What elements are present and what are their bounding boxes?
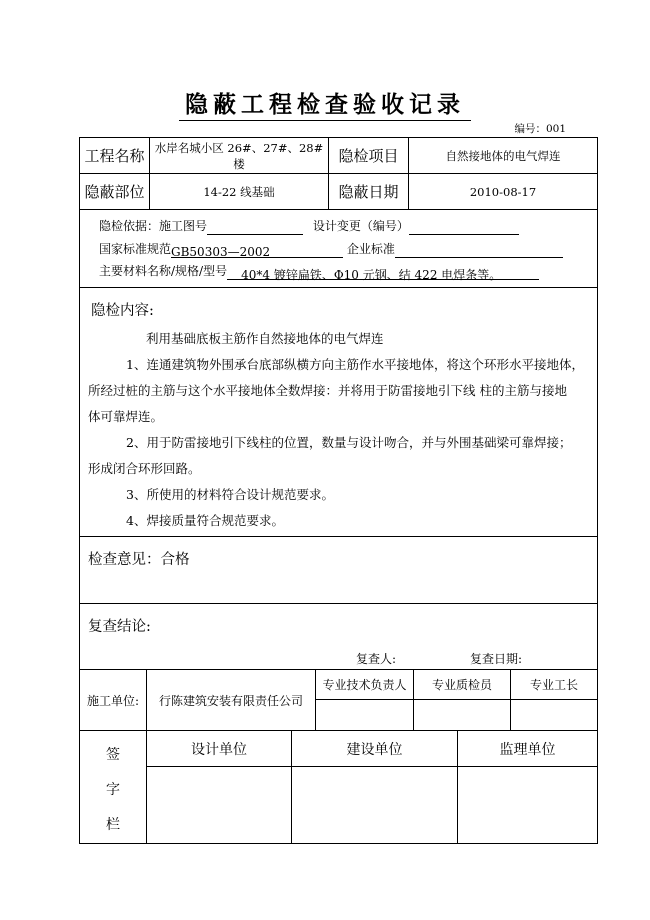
material-value — [227, 266, 539, 280]
material-text: 40*4 镀锌扁铁、Φ10 元钢、结 422 电焊条等。 — [241, 268, 502, 282]
hidden-part-label: 隐蔽部位 — [84, 183, 145, 201]
content-intro: 利用基础底板主筋作自然接地体的电气焊连 — [146, 331, 384, 346]
hidden-part-value: 14-22 线基础 — [203, 184, 275, 199]
content-item-1a: 1、连通建筑物外围承台底部纵横方向主筋作水平接地体，将这个环形水平接地体， — [126, 357, 584, 372]
signature-label-3: 栏 — [106, 817, 120, 833]
basis-line-1 — [99, 217, 519, 235]
column-divider — [315, 669, 316, 730]
content-item-2b: 形成闭合环形回路。 — [88, 461, 201, 476]
row-divider — [146, 766, 597, 767]
column-divider — [149, 138, 150, 209]
inspection-opinion — [88, 548, 190, 569]
construction-owner-header: 建设单位 — [346, 741, 403, 758]
content-item-2a: 2、用于防雷接地引下线柱的位置，数量与设计吻合，并与外围基础梁可靠焊接； — [126, 435, 572, 450]
opinion-label: 检查意见： — [88, 552, 161, 568]
row-divider — [80, 730, 597, 731]
basis-line-2 — [99, 240, 563, 258]
content-item-1b: 所经过桩的主筋与这个水平接地体全数焊接：并将用于防雷接地引下线 柱的主筋与接地 — [88, 383, 567, 398]
project-name-label: 工程名称 — [84, 147, 145, 165]
inspection-item-label: 隐检项目 — [338, 147, 399, 165]
design-change-label: 设计变更（编号） — [312, 219, 409, 233]
foreman-header: 专业工长 — [529, 678, 578, 692]
row-divider — [80, 209, 597, 210]
basis-line-3 — [99, 262, 539, 280]
content-item-1c: 体可靠焊连。 — [88, 409, 164, 424]
drawing-no-blank — [207, 220, 303, 235]
signature-label-2: 字 — [106, 782, 120, 798]
tech-lead-header: 专业技术负责人 — [322, 678, 407, 692]
title-text: 隐蔽工程检查验收记录 — [179, 91, 471, 121]
column-divider — [291, 730, 292, 843]
enterprise-standard-blank — [395, 243, 563, 258]
construction-unit-label: 施工单位: — [86, 693, 140, 708]
column-divider — [413, 669, 414, 730]
column-divider — [457, 730, 458, 843]
row-divider — [80, 536, 597, 537]
national-standard-text: GB50303—2002 — [171, 245, 271, 259]
inspection-item-value: 自然接地体的电气焊连 — [445, 148, 561, 163]
document-number: 编号：001 — [514, 123, 566, 135]
hidden-date-label: 隐蔽日期 — [338, 183, 399, 201]
content-item-3: 3、所使用的材料符合设计规范要求。 — [126, 487, 334, 502]
construction-unit-value: 行陈建筑安装有限责任公司 — [158, 693, 303, 708]
opinion-value: 合格 — [160, 552, 190, 568]
row-divider — [80, 287, 597, 288]
record-table — [79, 137, 598, 844]
content-item-4: 4、焊接质量符合规范要求。 — [126, 513, 284, 528]
page-title — [0, 86, 650, 119]
column-divider — [328, 138, 329, 209]
row-divider — [80, 669, 597, 670]
drawing-no-label: 隐检依据：施工图号 — [99, 219, 208, 233]
recheck-label: 复查结论: — [88, 619, 151, 635]
national-standard-label: 国家标准规范 — [99, 242, 172, 256]
enterprise-standard-label: 企业标准 — [346, 242, 395, 256]
hidden-date-value: 2010-08-17 — [469, 184, 537, 199]
reviewer-label: 复查人: — [356, 652, 397, 666]
column-divider — [146, 730, 147, 843]
row-divider — [80, 173, 597, 174]
signature-label-1: 签 — [106, 747, 120, 763]
column-divider — [146, 669, 147, 730]
design-change-blank — [409, 220, 519, 235]
recheck-date-label: 复查日期: — [470, 652, 523, 666]
column-divider — [408, 138, 409, 209]
national-standard-value — [171, 243, 343, 258]
column-divider — [510, 669, 511, 730]
row-divider — [80, 603, 597, 604]
content-heading: 隐检内容: — [91, 303, 154, 319]
row-divider — [315, 699, 597, 700]
material-label: 主要材料名称/规格/型号 — [99, 264, 228, 278]
design-unit-header: 设计单位 — [191, 741, 247, 758]
project-name-value: 水岸名城小区 26#、27#、28#楼 — [154, 140, 324, 171]
supervision-unit-header: 监理单位 — [499, 741, 556, 758]
qc-inspector-header: 专业质检员 — [431, 678, 492, 692]
